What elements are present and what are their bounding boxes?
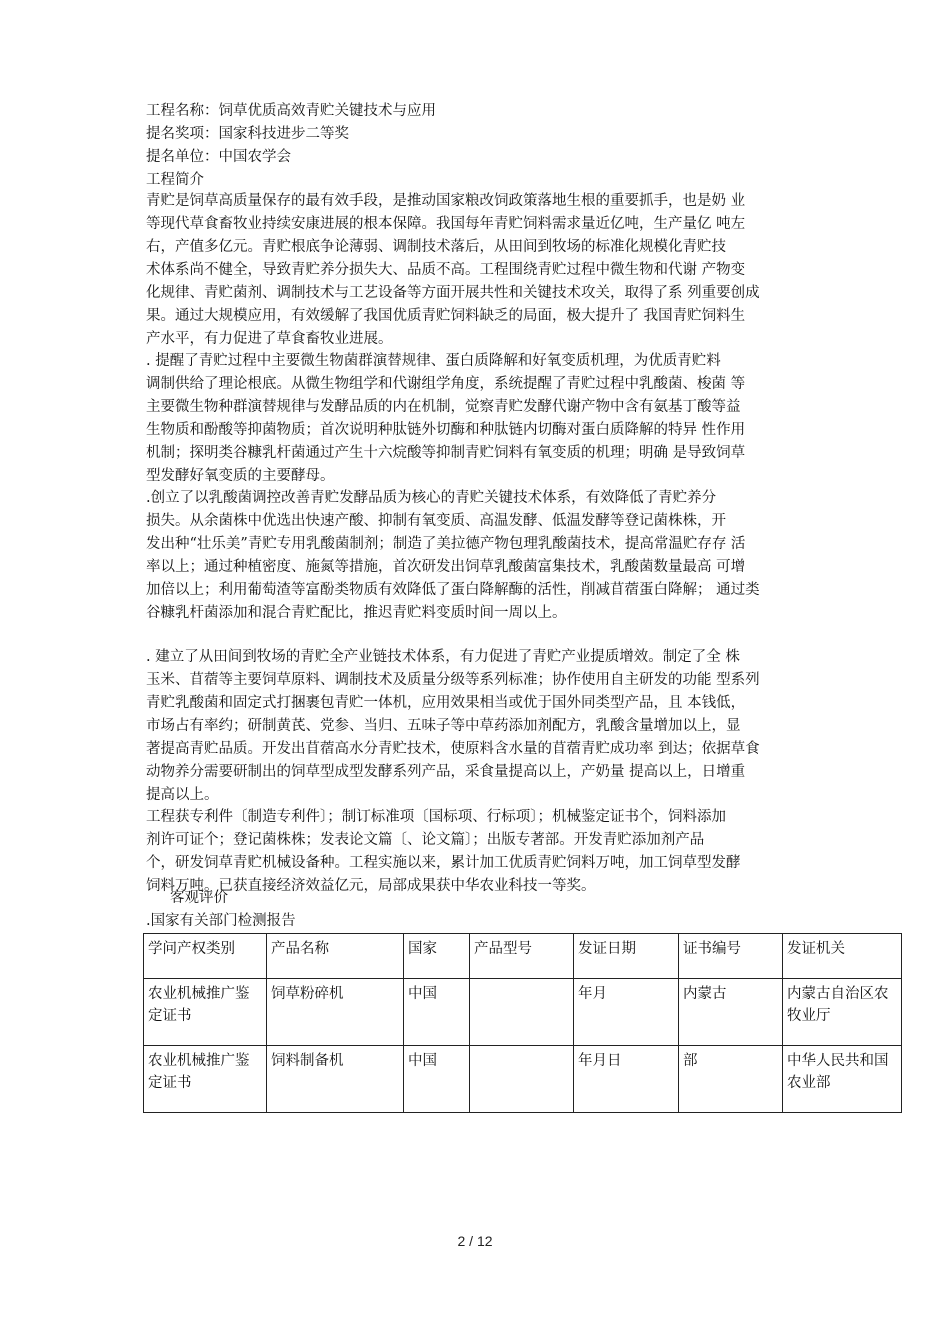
column-header: 学问产权类别 [144,934,267,979]
paragraph-line: . 建立了从田间到牧场的青贮全产业链技术体系，有力促进了青贮产业提质增效。制定了全 株 [146,649,740,665]
paragraph-line: .创立了以乳酸菌调控改善青贮发酵品质为核心的青贮关键技术体系，有效降低了青贮养分 [146,490,717,506]
paragraph-line: 剂许可证个；登记菌株株；发表论文篇〔、论文篇〕；出版专著部。开发青贮添加剂产品 [146,832,705,848]
paragraph-line: 动物养分需要研制出的饲草型成型发酵系列产品，采食量提高以上，产奶量 提高以上，日增重 [146,764,746,780]
table-row [144,1046,902,1113]
paragraph-line: 发出种“壮乐美”青贮专用乳酸菌制剂；制造了美拉德产物包理乳酸菌技术，提高常温贮存存 活 [146,536,746,552]
table-cell: 年月日 [574,1046,679,1113]
paragraph-line: 个，研发饲草青贮机械设备种。工程实施以来，累计加工优质青贮饲料万吨，加工饲草型发酵 [146,855,741,871]
table-row [144,979,902,1046]
paragraph-line: 右，产值多亿元。青贮根底争论薄弱、调制技术落后，从田间到牧场的标准化规模化青贮技 [146,239,726,255]
award: 提名奖项：国家科技进步二等奖 [146,126,349,142]
column-header: 产品名称 [267,934,404,979]
paragraph-line: 果。通过大规模应用，有效缓解了我国优质青贮饲料缺乏的局面，极大提升了 我国青贮饲料生 [146,308,746,324]
table-cell: 农业机械推广鉴定证书 [144,1046,267,1113]
paragraph-line: 青贮乳酸菌和固定式打捆裹包青贮一体机，应用效果相当或优于国外同类型产品，且 本钱低， [146,695,746,711]
evaluation-heading: 客观评价 [170,890,228,906]
table-cell: 内蒙古 [679,979,783,1046]
table-cell [470,979,574,1046]
paragraph-line: 率以上；通过种植密度、施氮等措施，首次研发出饲草乳酸菌富集技术，乳酸菌数量最高 可增 [146,559,746,575]
table-cell: 内蒙古自治区农牧业厅 [783,979,902,1046]
table-cell: 饲料制备机 [267,1046,404,1113]
report-heading: .国家有关部门检测报告 [146,913,296,929]
page-number: 2 / 12 [457,1233,493,1249]
paragraph-line: 青贮是饲草高质量保存的最有效手段，是推动国家粮改饲政策落地生根的重要抓手，也是奶 业 [146,193,746,209]
table-cell: 年月 [574,979,679,1046]
paragraph-line: 型发酵好氧变质的主要酵母。 [146,468,335,484]
nominating-unit: 提名单位：中国农学会 [146,149,291,165]
paragraph-line: 著提高青贮品质。开发出苜蓿高水分青贮技术，使原料含水量的苜蓿青贮成功率 到达；依据草食 [146,741,760,757]
column-header: 产品型号 [470,934,574,979]
paragraph-line: 化规律、青贮菌剂、调制技术与工艺设备等方面开展共性和关键技术攻关，取得了系 列重要创成 [146,285,760,301]
column-header: 国家 [404,934,470,979]
certificate-table [143,933,902,1113]
table-cell [470,1046,574,1113]
column-header: 发证日期 [574,934,679,979]
table-cell: 部 [679,1046,783,1113]
paragraph-line: 调制供给了理论根底。从微生物组学和代谢组学角度，系统提醒了青贮过程中乳酸菌、梭菌 等 [146,376,746,392]
intro-heading: 工程简介 [146,172,204,188]
paragraph-line: 机制；探明类谷糠乳杆菌通过产生十六烷酸等抑制青贮饲料有氧变质的机理；明确 是导致饲草 [146,445,746,461]
table-cell: 中国 [404,979,470,1046]
paragraph-line: 市场占有率约；研制黄芪、党参、当归、五味子等中草药添加剂配方，乳酸含量增加以上，显 [146,718,741,734]
paragraph-line: 加倍以上；利用葡萄渣等富酚类物质有效降低了蛋白降解酶的活性，削减苜蓿蛋白降解； 通过类 [146,582,760,598]
paragraph-line: 玉米、苜蓿等主要饲草原料、调制技术及质量分级等系列标准；协作使用自主研发的功能 型系列 [146,672,760,688]
paragraph-line: 损失。从余菌株中优选出快速产酸、抑制有氧变质、高温发酵、低温发酵等登记菌株株，开 [146,513,726,529]
table-header-row [144,934,902,979]
paragraph-line: 主要微生物种群演替规律与发酵品质的内在机制，觉察青贮发酵代谢产物中含有氨基丁酸等益 [146,399,741,415]
paragraph-line: 产水平，有力促进了草食畜牧业进展。 [146,331,393,347]
table-cell: 农业机械推广鉴定证书 [144,979,267,1046]
paragraph-line: 谷糠乳杆菌添加和混合青贮配比，推迟青贮料变质时间一周以上。 [146,605,567,621]
paragraph-line: 饲料万吨。已获直接经济效益亿元，局部成果获中华农业科技一等奖。 [146,878,596,894]
project-name: 工程名称：饲草优质高效青贮关键技术与应用 [146,103,436,119]
paragraph-line: 术体系尚不健全，导致青贮养分损失大、品质不高。工程围绕青贮过程中微生物和代谢 产物变 [146,262,746,278]
table-cell: 中国 [404,1046,470,1113]
column-header: 发证机关 [783,934,902,979]
table-cell: 中华人民共和国农业部 [783,1046,902,1113]
column-header: 证书编号 [679,934,783,979]
table-cell: 饲草粉碎机 [267,979,404,1046]
paragraph-line: 等现代草食畜牧业持续安康进展的根本保障。我国每年青贮饲料需求量近亿吨，生产量亿 吨左 [146,216,746,232]
paragraph-line: 生物质和酚酸等抑菌物质；首次说明种肽链外切酶和种肽链内切酶对蛋白质降解的特异 性作用 [146,422,746,438]
paragraph-line: 工程获专利件〔制造专利件〕；制订标准项〔国标项、行标项〕；机械鉴定证书个，饲料添加 [146,809,726,825]
paragraph-line: . 提醒了青贮过程中主要微生物菌群演替规律、蛋白质降解和好氧变质机理，为优质青贮料 [146,353,721,369]
paragraph-line: 提高以上。 [146,787,219,803]
